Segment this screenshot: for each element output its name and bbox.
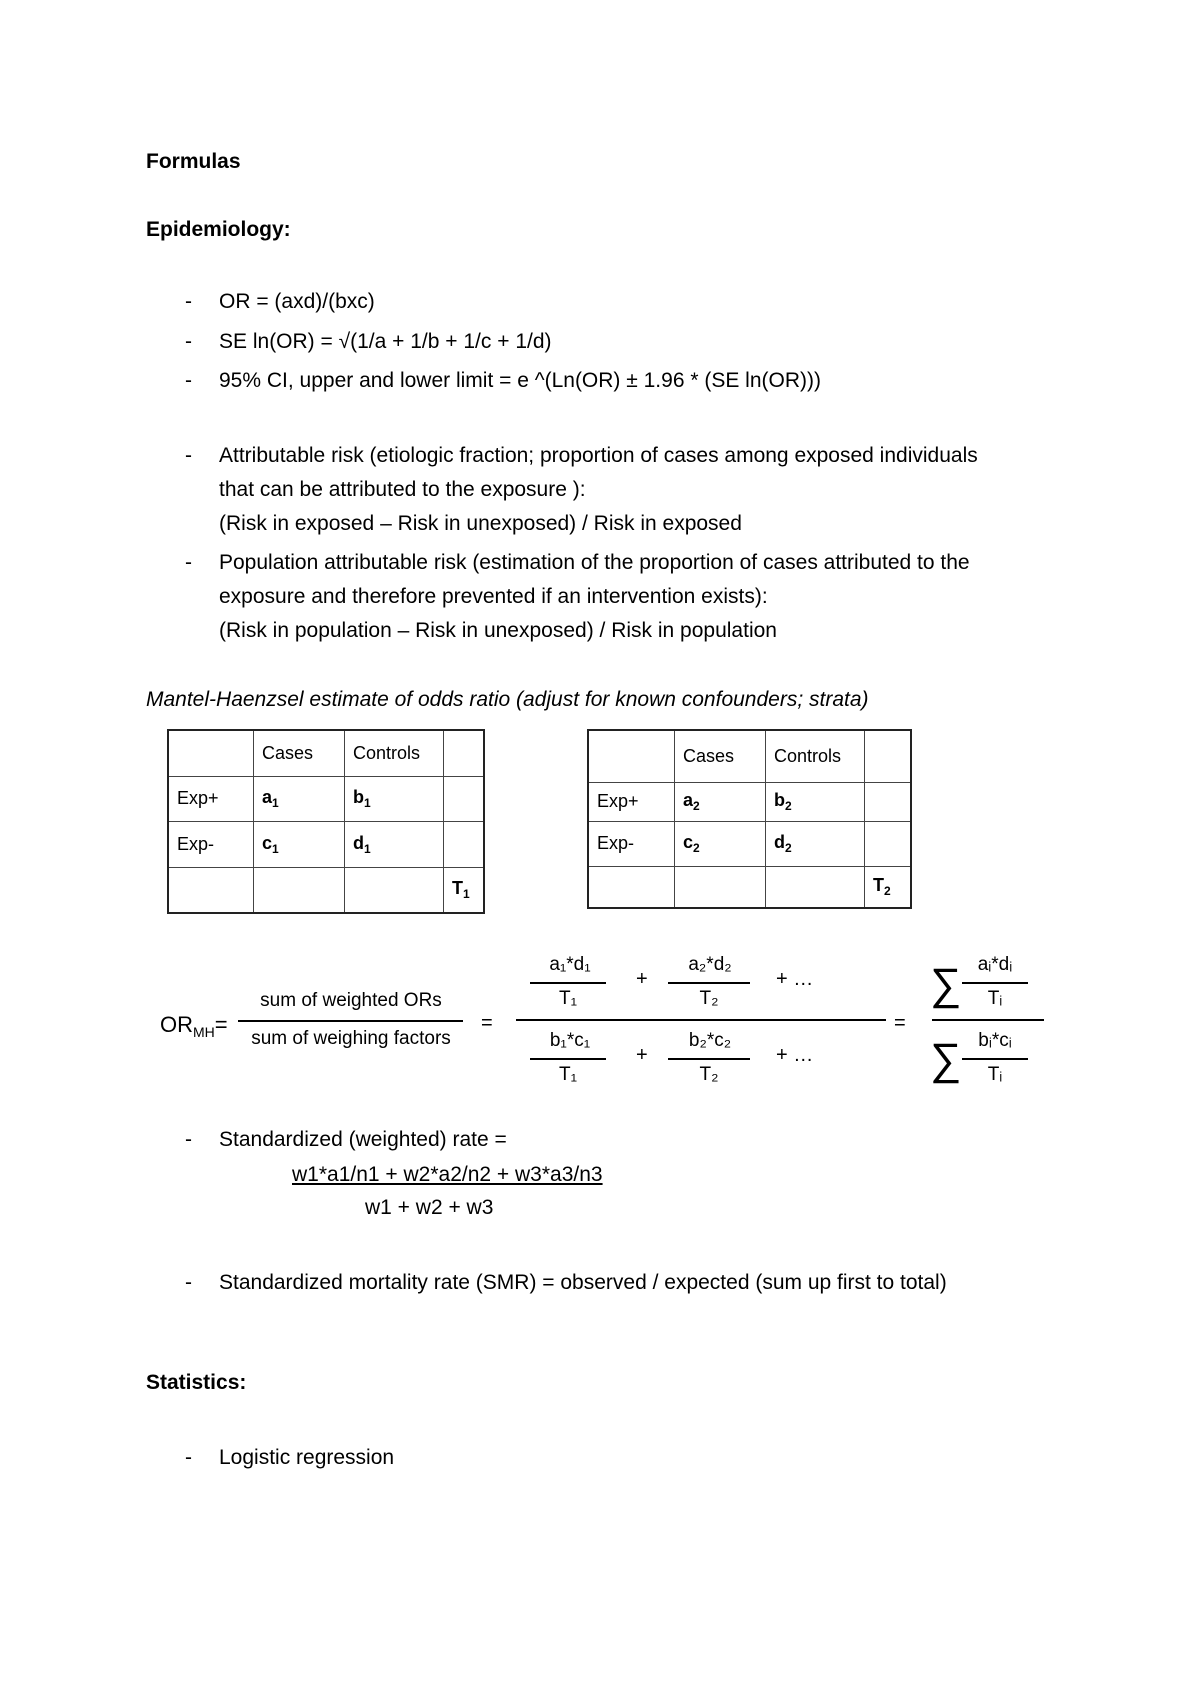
bullet-dash: - [185, 1271, 192, 1294]
contingency-table-1 [167, 729, 485, 914]
fraction-bar [668, 982, 750, 984]
cell-b2: $b_2$ [766, 782, 865, 821]
cell-a1: $a_1$ [254, 776, 345, 821]
pop-attrib-risk-formula: (Risk in population – Risk in unexposed) / Risk in population [219, 619, 777, 642]
cell-b1: $b_1$ [345, 776, 444, 821]
epidemiology-heading: Epidemiology: [146, 218, 291, 241]
bullet-dash: - [185, 369, 192, 392]
bullet-dash: - [185, 444, 192, 467]
col-header-controls: Controls [345, 730, 444, 776]
col-header-controls: Controls [766, 730, 865, 782]
plus-ellipsis: + … [776, 968, 814, 990]
weighted-ors-numerator: sum of weighted ORs [260, 990, 442, 1011]
t2: T₂ [699, 1064, 719, 1085]
row-header-exp-pos: Exp+ [168, 776, 254, 821]
cell-c2: $c_2$ [675, 821, 766, 866]
formula-ci: 95% CI, upper and lower limit = e ^(Ln(OR) ± 1.96 * (SE ln(OR))) [219, 369, 821, 392]
fraction-bar [530, 1058, 606, 1060]
logistic-regression: Logistic regression [219, 1446, 395, 1469]
main-fraction-bar [516, 1019, 886, 1021]
fraction-bar [238, 1020, 463, 1022]
sigma-icon: ∑ [930, 1035, 962, 1084]
cell-t1: $T_1$ [444, 867, 485, 913]
b2-c2: b₂*c₂ [688, 1030, 732, 1051]
smr-formula: Standardized mortality rate (SMR) = observed / expected (sum up first to total) [219, 1271, 947, 1294]
bullet-dash: - [185, 1128, 192, 1151]
fraction-bar [530, 982, 606, 984]
ai-di: aᵢ*dᵢ [977, 954, 1013, 975]
row-header-exp-pos: Exp+ [588, 782, 675, 821]
plus-sign: + [636, 1044, 648, 1066]
ti: Tᵢ [987, 1064, 1003, 1085]
t1: T₁ [558, 988, 578, 1009]
bullet-dash: - [185, 551, 192, 574]
cell-a2: $a_2$ [675, 782, 766, 821]
cell-d1: $d_1$ [345, 821, 444, 867]
fraction-bar [962, 1058, 1028, 1060]
pop-attrib-risk-line2: exposure and therefore prevented if an intervention exists): [219, 585, 768, 608]
equals-sign: = [894, 1012, 906, 1034]
sigma-icon: ∑ [930, 960, 962, 1009]
std-rate-label: Standardized (weighted) rate = [219, 1128, 507, 1151]
bullet-dash: - [185, 290, 192, 313]
t2: T₂ [699, 988, 719, 1009]
row-header-exp-neg: Exp- [168, 821, 254, 867]
fraction-bar [962, 982, 1028, 984]
statistics-heading: Statistics: [146, 1371, 247, 1394]
a1-d1: a₁*d₁ [549, 954, 591, 975]
contingency-table-2 [587, 729, 912, 909]
plus-sign: + [636, 968, 648, 990]
bi-ci: bᵢ*cᵢ [978, 1030, 1012, 1051]
equals-sign: = [481, 1012, 493, 1034]
mh-heading: Mantel-Haenzsel estimate of odds ratio (adjust for known confounders; strata) [146, 688, 869, 711]
attrib-risk-line1: Attributable risk (etiologic fraction; proportion of cases among exposed individuals [219, 444, 978, 467]
a2-d2: a₂*d₂ [688, 954, 732, 975]
pop-attrib-risk-line1: Population attributable risk (estimation of the proportion of cases attributed to the [219, 551, 970, 574]
row-header-exp-neg: Exp- [588, 821, 675, 866]
or-mh-label: $OR_{MH}=$ [160, 1012, 228, 1040]
b1-c1: b₁*c₁ [549, 1030, 591, 1051]
cell-c1: $c_1$ [254, 821, 345, 867]
std-rate-numerator: w1*a1/n1 + w2*a2/n2 + w3*a3/n3 [292, 1163, 603, 1186]
fraction-bar [668, 1058, 750, 1060]
t1: T₁ [558, 1064, 578, 1085]
cell-t2: $T_2$ [865, 866, 912, 908]
attrib-risk-formula: (Risk in exposed – Risk in unexposed) / Risk in exposed [219, 512, 742, 535]
bullet-dash: - [185, 1446, 192, 1469]
weighing-factors-denominator: sum of weighing factors [251, 1028, 451, 1049]
bullet-dash: - [185, 330, 192, 353]
plus-ellipsis: + … [776, 1044, 814, 1066]
formula-se-ln-or: SE ln(OR) = √(1/a + 1/b + 1/c + 1/d) [219, 330, 552, 353]
std-rate-denominator: w1 + w2 + w3 [365, 1196, 494, 1219]
col-header-cases: Cases [675, 730, 766, 782]
doc-title: Formulas [146, 150, 241, 173]
attrib-risk-line2: that can be attributed to the exposure ): [219, 478, 586, 501]
ti: Tᵢ [987, 988, 1003, 1009]
col-header-cases: Cases [254, 730, 345, 776]
main-fraction-bar [932, 1019, 1044, 1021]
cell-d2: $d_2$ [766, 821, 865, 866]
formula-or: OR = (axd)/(bxc) [219, 290, 375, 313]
